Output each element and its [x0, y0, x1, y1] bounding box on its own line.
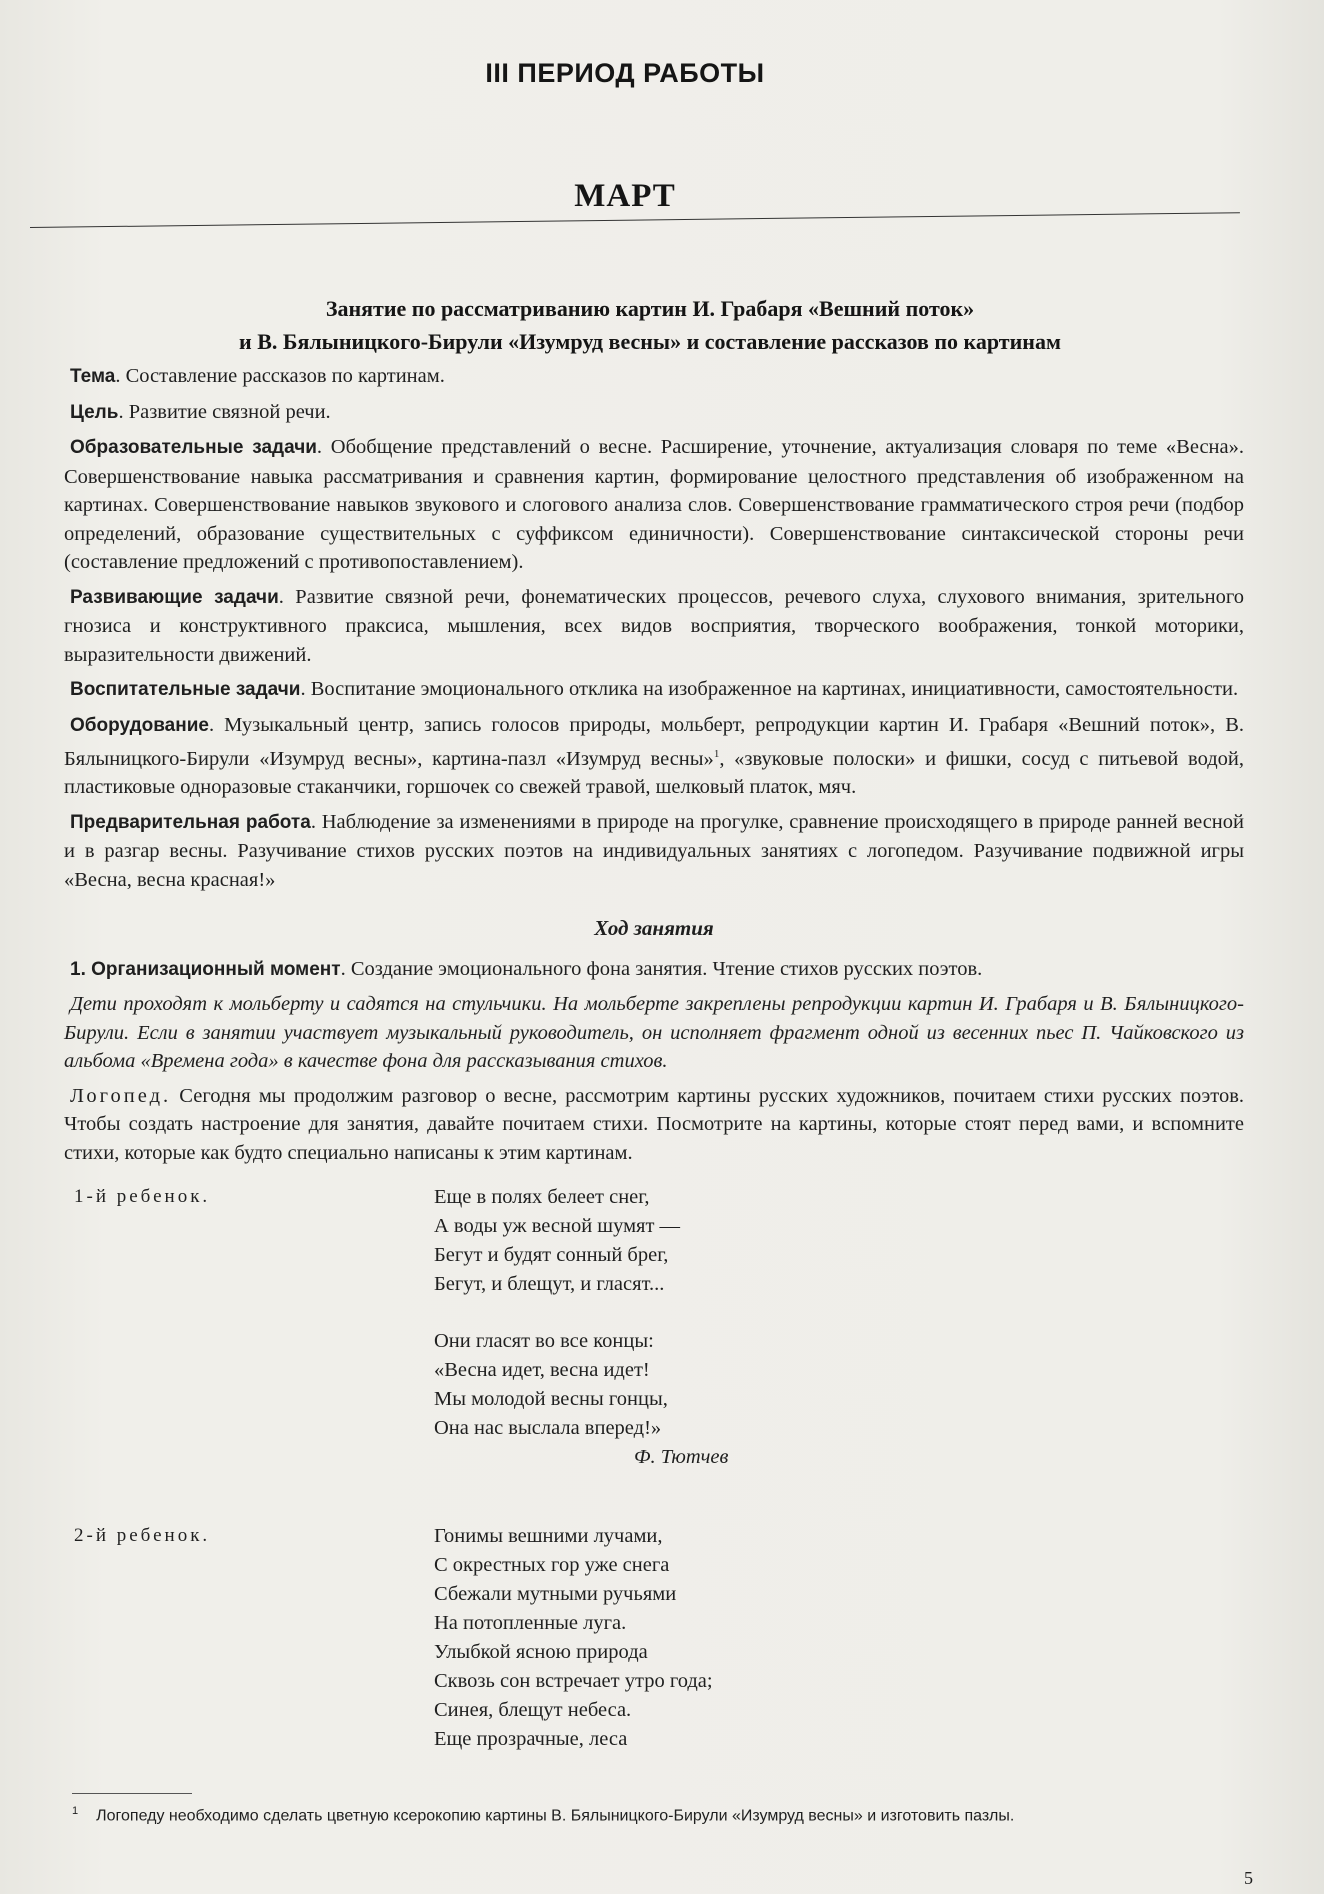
equipment-text-a: . Музыкальный центр, запись голосов природы, мольберт, репродукции картин И. Грабаря «Вешний поток», В. Бялыницкого-Бирули «Изумруд весны», картина-пазл «Изумруд весны» [64, 713, 1244, 770]
poem-line: Сквозь сон встречает утро года; [434, 1670, 713, 1693]
month-title: МАРТ [574, 178, 676, 214]
cel-label: Цель [70, 401, 119, 423]
poem-line: Она нас выслала вперед!» [434, 1417, 662, 1440]
poem-line: Еще в полях белеет снег, [434, 1186, 650, 1209]
poem-line: Сбежали мутными ручьями [434, 1583, 677, 1606]
lesson-heading [60, 292, 1240, 358]
poem-line: Гонимы вешними лучами, [434, 1525, 663, 1548]
equipment-label: Оборудование [70, 714, 209, 736]
poem-line: Улыбкой ясною природа [434, 1641, 648, 1664]
footnote-reference: 1 [713, 748, 720, 760]
educational-tasks-paragraph [64, 433, 1244, 577]
upbringing-tasks-paragraph [64, 675, 1244, 705]
tema-label: Тема [70, 366, 116, 387]
footnote-divider [72, 1793, 192, 1794]
poem-line: «Весна идет, весна идет! [434, 1359, 650, 1382]
organizational-moment-paragraph [64, 955, 1244, 985]
poem-1-speaker: 1-й ребенок. [74, 1186, 211, 1208]
poem-2-lines [434, 1522, 1244, 1754]
upbringing-tasks-label: Воспитательные задачи [70, 679, 301, 700]
page-number: 5 [1244, 1868, 1253, 1888]
footnote [72, 1800, 1192, 1827]
poem-line: С окрестных гор уже снега [434, 1554, 670, 1577]
cel-text: . Развитие связной речи. [118, 400, 331, 423]
educational-tasks-label: Образовательные задачи [70, 437, 317, 458]
period-title: III ПЕРИОД РАБОТЫ [485, 58, 765, 88]
developmental-tasks-label: Развивающие задачи [70, 586, 279, 608]
poem-2 [64, 1522, 1244, 1754]
stanza-gap [434, 1299, 1244, 1327]
footnote-mark: 1 [72, 1805, 79, 1817]
preliminary-work-paragraph [64, 808, 1244, 895]
equipment-paragraph [64, 711, 1244, 802]
educational-tasks-text: . Обобщение представлений о весне. Расширение, уточнение, актуализация словаря по теме «Весна». Совершенствование навыка рассматривания и сравнения картин, формирование целостного представления об изображенном на картинах. Совершенствование навыков звукового и слогового анализа слов. Совершенствование грамматического строя речи (подбор определений, образование существительных с суффиксом единичности). Совершенствование синтаксической стороны речи (составление предложений с противопоставлением). [64, 436, 1244, 573]
poem-line: На потопленные луга. [434, 1612, 627, 1635]
logoped-paragraph [64, 1082, 1244, 1168]
tema-paragraph [64, 362, 1244, 392]
preliminary-work-text: . Наблюдение за изменениями в природе на прогулке, сравнение происходящего в природе ранней весной и в разгар весны. Разучивание стихов русских поэтов на индивидуальных занятиях с логопедом. Разучивание подвижной игры «Весна, весна красная!» [64, 810, 1244, 891]
poem-1-lines [434, 1183, 1244, 1472]
poem-1 [64, 1183, 1244, 1472]
poem-line: Бегут, и блещут, и гласят... [434, 1273, 665, 1296]
poem-2-speaker: 2-й ребенок. [74, 1525, 211, 1547]
lesson-heading-line-1: Занятие по рассматриванию картин И. Грабаря «Вешний поток» [325, 296, 975, 321]
developmental-tasks-text: . Развитие связной речи, фонематических процессов, речевого слуха, слухового внимания, зрительного гнозиса и конструктивного праксиса, мышления, всех видов восприятия, творческого воображения, тонкой моторики, выразительности движений. [64, 585, 1244, 666]
poem-1-author: Ф. Тютчев [634, 1446, 729, 1469]
poem-line: А воды уж весной шумят — [434, 1215, 681, 1238]
poem-line: Мы молодой весны гонцы, [434, 1388, 668, 1411]
tema-text: . Составление рассказов по картинам. [115, 365, 445, 387]
lesson-body [64, 362, 1244, 1754]
logoped-label: Логопед. [70, 1084, 172, 1107]
organizational-moment-label: 1. Организационный момент [70, 958, 341, 980]
logoped-text: Сегодня мы продолжим разговор о весне, рассмотрим картины русских художников, почитаем стихи русских поэтов. Чтобы создать настроение для занятия, давайте почитаем стихи. Посмотрите на картины, которые стоят перед вами, и вспомните стихи, которые как будто специально написаны к этим картинам. [64, 1084, 1244, 1164]
stage-directions: Дети проходят к мольберту и садятся на стульчики. На мольберте закреплены репродукции картин И. Грабаря и В. Бялыницкого-Бирули. Если в занятии участвует музыкальный руководитель, он исполняет фрагмент одной из весенних пьес П. Чайковского из альбома «Времена года» в качестве фона для рассказывания стихов. [64, 993, 1244, 1073]
organizational-moment-text: . Создание эмоционального фона занятия. Чтение стихов русских поэтов. [340, 957, 983, 980]
lesson-heading-line-2: и В. Бялыницкого-Бирули «Изумруд весны» и составление рассказов по картинам [239, 329, 1061, 354]
developmental-tasks-paragraph [64, 583, 1244, 670]
preliminary-work-label: Предварительная работа [70, 811, 311, 833]
course-title: Ход занятия [594, 916, 714, 941]
cel-paragraph [64, 398, 1244, 428]
poem-line: Еще прозрачные, леса [434, 1728, 628, 1751]
upbringing-tasks-text: . Воспитание эмоционального отклика на изображенное на картинах, инициативности, самостоятельности. [300, 678, 1239, 700]
poem-line: Они гласят во все концы: [434, 1330, 654, 1353]
footnote-text: Логопеду необходимо сделать цветную ксерокопию картины В. Бялыницкого-Бирули «Изумруд весны» и изготовить пазлы. [96, 1807, 1015, 1825]
equipment-text-b: , «звуковые полоски» и фишки, сосуд с питьевой водой, пластиковые одноразовые стаканчики, горшочек со свежей травой, шелковый платок, мяч. [64, 747, 1245, 799]
poem-line: Бегут и будят сонный брег, [434, 1244, 669, 1267]
poem-line: Синея, блещут небеса. [434, 1699, 632, 1722]
